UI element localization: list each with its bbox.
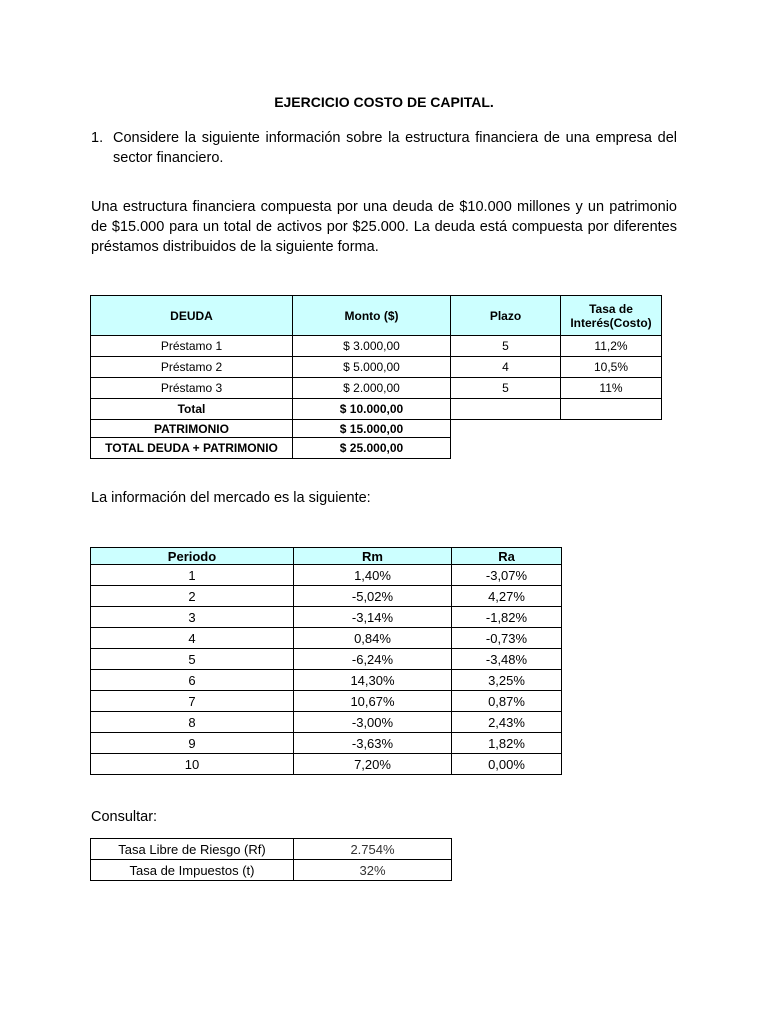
grand-total-label: TOTAL DEUDA + PATRIMONIO xyxy=(91,438,293,459)
tax-rate-label: Tasa de Impuestos (t) xyxy=(91,860,294,881)
header-plazo: Plazo xyxy=(451,296,561,336)
table-row xyxy=(91,565,562,586)
paragraph-market: La información del mercado es la siguiente: xyxy=(91,490,371,506)
risk-free-label: Tasa Libre de Riesgo (Rf) xyxy=(91,839,294,860)
rm-value: 10,67% xyxy=(294,691,452,712)
item-text: Considere la siguiente información sobre la estructura financiera de una empresa del sector financiero. xyxy=(113,130,677,166)
risk-free-value: 2.754% xyxy=(294,839,452,860)
period: 3 xyxy=(91,607,294,628)
table-row xyxy=(91,754,562,775)
rm-value: 14,30% xyxy=(294,670,452,691)
period: 4 xyxy=(91,628,294,649)
item-number: 1. xyxy=(91,130,104,146)
equity-row xyxy=(91,420,662,438)
loan-term: 5 xyxy=(451,378,561,399)
document-title: EJERCICIO COSTO DE CAPITAL. xyxy=(274,94,494,110)
table-row xyxy=(91,378,662,399)
table-row xyxy=(91,691,562,712)
table-row xyxy=(91,712,562,733)
consult-table xyxy=(90,838,452,881)
loan-rate: 10,5% xyxy=(561,357,662,378)
rm-value: 1,40% xyxy=(294,565,452,586)
market-table xyxy=(90,547,562,775)
period: 5 xyxy=(91,649,294,670)
total-term-empty xyxy=(451,399,561,420)
debt-table xyxy=(90,295,662,459)
header-deuda: DEUDA xyxy=(91,296,293,336)
equity-label: PATRIMONIO xyxy=(91,420,293,438)
ra-value: 0,00% xyxy=(452,754,562,775)
header-tasa: Tasa de Interés(Costo) xyxy=(561,296,662,336)
total-amount: $ 10.000,00 xyxy=(293,399,451,420)
table-row xyxy=(91,649,562,670)
loan-amount: $ 5.000,00 xyxy=(293,357,451,378)
ra-value: -0,73% xyxy=(452,628,562,649)
equity-amount: $ 15.000,00 xyxy=(293,420,451,438)
period: 8 xyxy=(91,712,294,733)
ra-value: 1,82% xyxy=(452,733,562,754)
loan-rate: 11,2% xyxy=(561,336,662,357)
loan-name: Préstamo 3 xyxy=(91,378,293,399)
grand-total-row xyxy=(91,438,662,459)
paragraph-structure: Una estructura financiera compuesta por una deuda de $10.000 millones y un patrimonio de $15.000 para un total de activos por $25.000. La deuda está compuesta por diferentes préstamos distribuidos de la siguiente forma. xyxy=(91,199,677,255)
ra-value: 3,25% xyxy=(452,670,562,691)
period: 6 xyxy=(91,670,294,691)
period: 10 xyxy=(91,754,294,775)
table-row xyxy=(91,357,662,378)
grand-total-amount: $ 25.000,00 xyxy=(293,438,451,459)
rm-value: -3,14% xyxy=(294,607,452,628)
loan-name: Préstamo 1 xyxy=(91,336,293,357)
table-row xyxy=(91,670,562,691)
loan-amount: $ 3.000,00 xyxy=(293,336,451,357)
ra-value: 4,27% xyxy=(452,586,562,607)
market-table-header xyxy=(91,548,562,565)
table-row xyxy=(91,733,562,754)
table-row xyxy=(91,607,562,628)
total-rate-empty xyxy=(561,399,662,420)
rm-value: -3,00% xyxy=(294,712,452,733)
rm-value: -6,24% xyxy=(294,649,452,670)
loan-term: 5 xyxy=(451,336,561,357)
table-row xyxy=(91,336,662,357)
table-row xyxy=(91,860,452,881)
total-row xyxy=(91,399,662,420)
period: 2 xyxy=(91,586,294,607)
ra-value: -3,07% xyxy=(452,565,562,586)
rm-value: -5,02% xyxy=(294,586,452,607)
loan-name: Préstamo 2 xyxy=(91,357,293,378)
total-label: Total xyxy=(91,399,293,420)
header-monto: Monto ($) xyxy=(293,296,451,336)
rm-value: 0,84% xyxy=(294,628,452,649)
period: 9 xyxy=(91,733,294,754)
loan-rate: 11% xyxy=(561,378,662,399)
table-row xyxy=(91,839,452,860)
table-row xyxy=(91,628,562,649)
loan-term: 4 xyxy=(451,357,561,378)
ra-value: -3,48% xyxy=(452,649,562,670)
tax-rate-value: 32% xyxy=(294,860,452,881)
ra-value: 2,43% xyxy=(452,712,562,733)
header-periodo: Periodo xyxy=(91,548,294,565)
ra-value: 0,87% xyxy=(452,691,562,712)
ra-value: -1,82% xyxy=(452,607,562,628)
paragraph-consult: Consultar: xyxy=(91,809,158,825)
header-ra: Ra xyxy=(452,548,562,565)
rm-value: 7,20% xyxy=(294,754,452,775)
debt-table-header xyxy=(91,296,662,336)
table-row xyxy=(91,586,562,607)
period: 7 xyxy=(91,691,294,712)
loan-amount: $ 2.000,00 xyxy=(293,378,451,399)
rm-value: -3,63% xyxy=(294,733,452,754)
period: 1 xyxy=(91,565,294,586)
header-rm: Rm xyxy=(294,548,452,565)
